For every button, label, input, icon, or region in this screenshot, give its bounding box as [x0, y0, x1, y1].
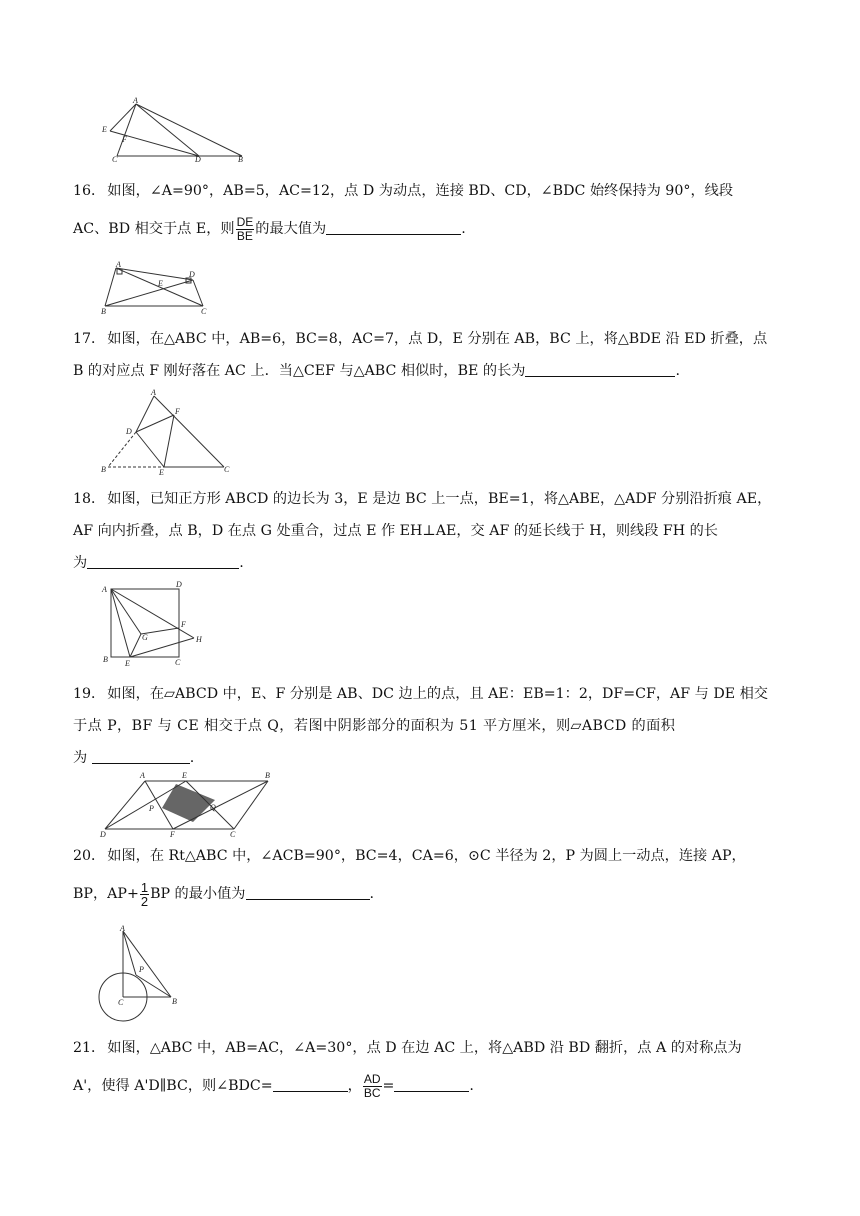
q18-text-line2: AF 向内折叠，点 B，D 在点 G 处重合，过点 E 作 EH⊥AE，交 AF 的延长线于 H，则线段 FH 的长: [73, 523, 718, 539]
q17-number: 17．: [73, 331, 106, 347]
q19-text-line3: 为: [73, 750, 88, 766]
q19-line1: [73, 678, 785, 710]
label-A: A: [133, 96, 138, 105]
question-21: [73, 1032, 785, 1102]
q18-line3: [73, 547, 785, 579]
label-F: F: [181, 620, 186, 629]
q17-text-line2: B 的对应点 F 刚好落在 AC 上．当△CEF 与△ABC 相似时，BE 的长为: [73, 363, 526, 379]
q18-number: 18．: [73, 491, 106, 507]
label-P: P: [139, 965, 144, 974]
q20-period: .: [369, 886, 375, 902]
q20-line2: [73, 878, 785, 910]
question-17: [73, 323, 785, 387]
q16-number: 16．: [73, 183, 106, 199]
q21-text-line2-pre: A'，使得 A'D∥BC，则∠BDC=: [73, 1078, 273, 1094]
q20-number: 20．: [73, 848, 106, 864]
label-C: C: [175, 658, 181, 667]
label-D: D: [195, 155, 201, 164]
label-D: D: [176, 580, 182, 589]
q16-answer-blank[interactable]: [326, 217, 461, 235]
label-D: D: [189, 270, 195, 279]
q18-answer-blank[interactable]: [87, 551, 239, 569]
q16-frac-denominator: BE: [236, 228, 253, 243]
label-F: F: [175, 407, 180, 416]
label-E: E: [158, 279, 163, 288]
q21-text-line1: 如图，△ABC 中，AB=AC，∠A=30°，点 D 在边 AC 上，将△ABD 沿 BD 翻折，点 A 的对称点为: [107, 1040, 742, 1056]
q21-number: 21．: [73, 1040, 106, 1056]
q16-period: .: [461, 221, 466, 237]
q20-text-line2-post: BP 的最小值为: [150, 886, 246, 902]
q16-text-line1: 如图，∠A=90°，AB=5，AC=12，点 D 为动点，连接 BD、CD，∠BDC 始终保持为 90°，线段: [107, 183, 734, 199]
label-A: A: [140, 771, 145, 780]
q17-answer-blank[interactable]: [525, 359, 675, 377]
q20-frac-numerator: 1: [140, 879, 149, 895]
q19-answer-blank[interactable]: [92, 746, 190, 764]
q21-answer-blank-2[interactable]: [394, 1074, 469, 1092]
label-E: E: [159, 468, 164, 476]
figure-q18: [98, 580, 208, 668]
q19-period: .: [189, 750, 195, 766]
label-F: F: [122, 135, 127, 144]
q20-fraction: [140, 881, 149, 908]
question-18: [73, 483, 785, 579]
label-A: A: [116, 260, 121, 269]
label-B: B: [265, 771, 270, 780]
q18-period: .: [239, 555, 244, 571]
q20-frac-denominator: 2: [140, 893, 149, 909]
label-A: A: [151, 388, 156, 397]
label-A: A: [102, 585, 107, 594]
figure-q17: [98, 388, 238, 476]
label-E: E: [182, 771, 187, 780]
q18-text-line3: 为: [73, 555, 88, 571]
figure-q19: [96, 768, 284, 838]
question-20: [73, 840, 785, 910]
q21-separator: ，: [347, 1078, 362, 1094]
q17-line2: [73, 355, 785, 387]
q20-line1: [73, 840, 785, 872]
label-E: E: [102, 125, 107, 134]
q17-text-line1: 如图，在△ABC 中，AB=6，BC=8，AC=7，点 D，E 分别在 AB，BC 上，将△BDE 沿 ED 折叠，点: [107, 331, 768, 347]
q16-fraction: [236, 216, 255, 243]
label-E: E: [125, 659, 130, 668]
label-H: H: [196, 635, 202, 644]
q20-text-line1: 如图，在 Rt△ABC 中，∠ACB=90°，BC=4，CA=6，⊙C 半径为 2，P 为圆上一动点，连接 AP，: [107, 848, 746, 864]
label-G: G: [142, 633, 148, 642]
q21-fraction: [363, 1073, 382, 1100]
label-C: C: [201, 307, 207, 316]
q19-text-line1: 如图，在▱ABCD 中，E、F 分别是 AB、DC 边上的点，且 AE：EB=1：2，DF=CF，AF 与 DE 相交: [107, 686, 768, 702]
label-C: C: [224, 465, 230, 474]
label-F: F: [170, 830, 175, 838]
label-D: D: [100, 830, 106, 838]
figure-q20: [96, 924, 196, 1024]
q21-answer-blank-1[interactable]: [273, 1074, 348, 1092]
q17-period: .: [675, 363, 680, 379]
label-A: A: [120, 924, 125, 933]
figure-q16: [100, 258, 210, 316]
q21-equals: =: [382, 1078, 395, 1094]
q20-text-line2-pre: BP，AP+: [73, 886, 139, 902]
q16-text-line2-pre: AC、BD 相交于点 E，则: [73, 221, 235, 237]
label-C: C: [118, 998, 124, 1007]
label-D: D: [126, 427, 132, 436]
label-C: C: [230, 830, 236, 838]
q18-line2: [73, 515, 785, 547]
label-B: B: [101, 307, 106, 316]
q16-line1: [73, 175, 785, 207]
q21-frac-numerator: AD: [363, 1071, 381, 1086]
q16-frac-numerator: DE: [236, 214, 254, 229]
label-Q: Q: [210, 803, 216, 812]
q16-text-line2-post: 的最大值为: [255, 221, 327, 237]
q18-text-line1: 如图，已知正方形 ABCD 的边长为 3，E 是边 BC 上一点，BE=1，将△ABE，△ADF 分别沿折痕 AE，: [107, 491, 772, 507]
question-19: [73, 678, 785, 774]
q20-answer-blank[interactable]: [246, 882, 370, 900]
label-P: P: [149, 804, 154, 813]
label-B: B: [103, 655, 108, 664]
figure-q15: [100, 94, 250, 164]
label-B: B: [238, 155, 243, 164]
q21-line2: [73, 1070, 785, 1102]
label-B: B: [101, 465, 106, 474]
q19-text-line2: 于点 P，BF 与 CE 相交于点 Q，若图中阴影部分的面积为 51 平方厘米，则▱ABCD 的面积: [73, 718, 676, 734]
q21-line1: [73, 1032, 785, 1064]
question-16: [73, 175, 785, 245]
q21-frac-denominator: BC: [363, 1085, 381, 1100]
q18-line1: [73, 483, 785, 515]
q16-line2: [73, 213, 785, 245]
q19-line2: [73, 710, 785, 742]
q19-number: 19．: [73, 686, 106, 702]
label-B: B: [172, 997, 177, 1006]
q21-period: .: [469, 1078, 474, 1094]
label-C: C: [112, 155, 118, 164]
q17-line1: [73, 323, 785, 355]
